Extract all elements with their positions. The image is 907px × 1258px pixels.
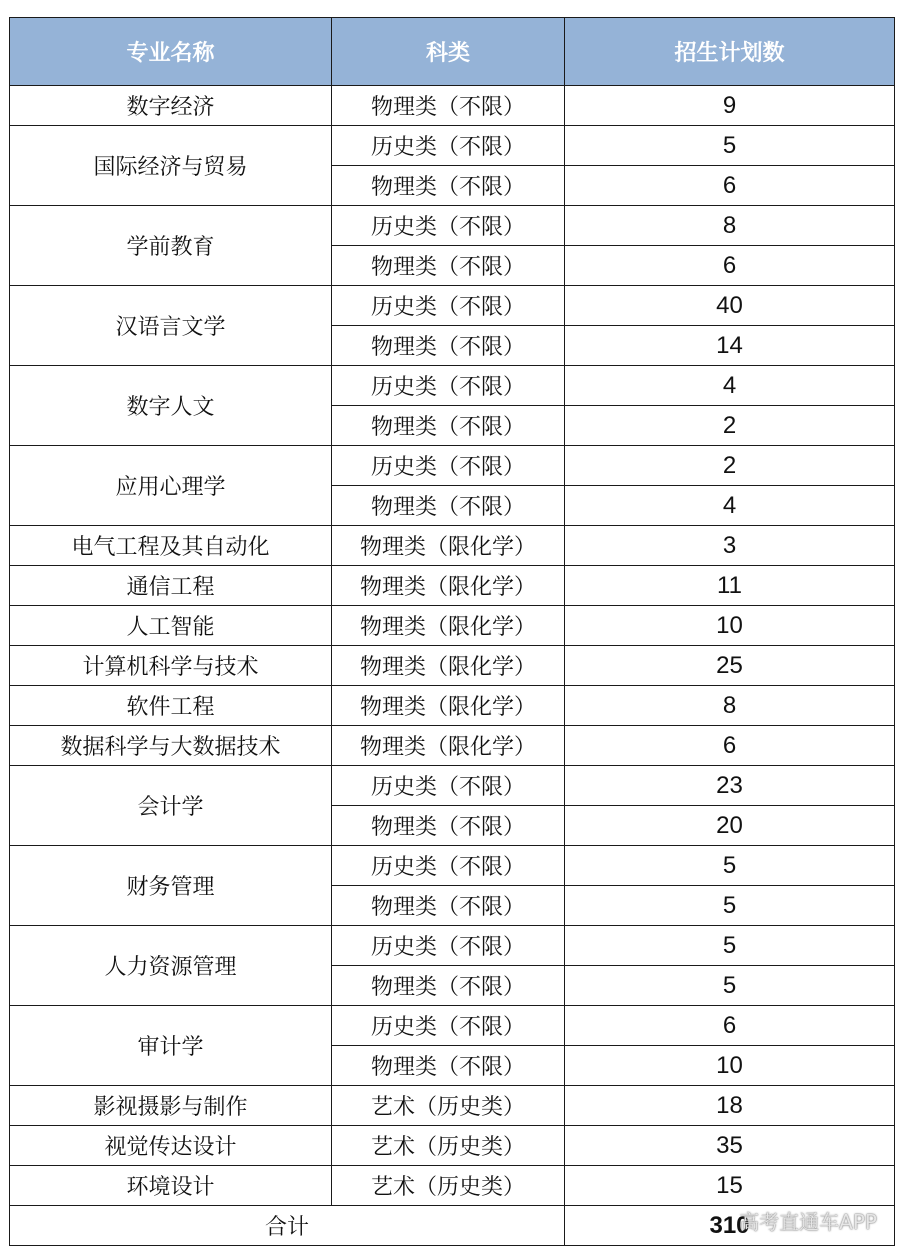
total-row <box>10 1206 895 1246</box>
table-row <box>10 1086 895 1126</box>
major-name-cell: 人工智能 <box>10 606 332 646</box>
table-row <box>10 286 895 326</box>
major-name-cell: 数据科学与大数据技术 <box>10 726 332 766</box>
category-cell: 历史类（不限） <box>332 366 565 406</box>
watermark: 高考直通车APP <box>739 1210 877 1234</box>
table-row <box>10 1126 895 1166</box>
plan-count-cell: 5 <box>565 966 895 1006</box>
category-cell: 物理类（不限） <box>332 966 565 1006</box>
category-cell: 物理类（限化学） <box>332 566 565 606</box>
plan-count-cell: 2 <box>565 406 895 446</box>
table-row <box>10 846 895 886</box>
major-name-cell: 计算机科学与技术 <box>10 646 332 686</box>
major-name-cell: 视觉传达设计 <box>10 1126 332 1166</box>
category-cell: 历史类（不限） <box>332 846 565 886</box>
major-name-cell: 数字经济 <box>10 86 332 126</box>
plan-count-cell: 5 <box>565 846 895 886</box>
plan-count-cell: 15 <box>565 1166 895 1206</box>
plan-count-cell: 3 <box>565 526 895 566</box>
table-row <box>10 566 895 606</box>
plan-count-cell: 4 <box>565 366 895 406</box>
category-cell: 物理类（不限） <box>332 806 565 846</box>
category-cell: 物理类（限化学） <box>332 686 565 726</box>
plan-count-cell: 35 <box>565 1126 895 1166</box>
enrollment-plan-table <box>9 17 895 1246</box>
category-cell: 物理类（限化学） <box>332 726 565 766</box>
table-row <box>10 646 895 686</box>
category-cell: 艺术（历史类） <box>332 1166 565 1206</box>
plan-count-cell: 20 <box>565 806 895 846</box>
plan-count-cell: 5 <box>565 926 895 966</box>
major-name-cell: 影视摄影与制作 <box>10 1086 332 1126</box>
major-name-cell: 应用心理学 <box>10 446 332 526</box>
table-row <box>10 926 895 966</box>
category-cell: 物理类（不限） <box>332 406 565 446</box>
category-cell: 物理类（限化学） <box>332 526 565 566</box>
table-row <box>10 366 895 406</box>
major-name-cell: 财务管理 <box>10 846 332 926</box>
header-plan-count: 招生计划数 <box>565 18 895 86</box>
category-cell: 物理类（不限） <box>332 326 565 366</box>
table-row <box>10 206 895 246</box>
category-cell: 物理类（限化学） <box>332 606 565 646</box>
major-name-cell: 国际经济与贸易 <box>10 126 332 206</box>
major-name-cell: 汉语言文学 <box>10 286 332 366</box>
table-body <box>10 86 895 1206</box>
table-row <box>10 686 895 726</box>
plan-count-cell: 18 <box>565 1086 895 1126</box>
category-cell: 物理类（限化学） <box>332 646 565 686</box>
plan-count-cell: 40 <box>565 286 895 326</box>
plan-count-cell: 11 <box>565 566 895 606</box>
plan-count-cell: 10 <box>565 1046 895 1086</box>
category-cell: 物理类（不限） <box>332 886 565 926</box>
major-name-cell: 审计学 <box>10 1006 332 1086</box>
category-cell: 历史类（不限） <box>332 926 565 966</box>
plan-count-cell: 25 <box>565 646 895 686</box>
category-cell: 物理类（不限） <box>332 246 565 286</box>
category-cell: 艺术（历史类） <box>332 1126 565 1166</box>
plan-count-cell: 5 <box>565 126 895 166</box>
table-row <box>10 766 895 806</box>
table-row <box>10 86 895 126</box>
major-name-cell: 通信工程 <box>10 566 332 606</box>
table-row <box>10 606 895 646</box>
category-cell: 历史类（不限） <box>332 206 565 246</box>
plan-count-cell: 8 <box>565 206 895 246</box>
plan-count-cell: 14 <box>565 326 895 366</box>
plan-count-cell: 2 <box>565 446 895 486</box>
table-row <box>10 526 895 566</box>
major-name-cell: 环境设计 <box>10 1166 332 1206</box>
major-name-cell: 学前教育 <box>10 206 332 286</box>
plan-count-cell: 10 <box>565 606 895 646</box>
plan-count-cell: 5 <box>565 886 895 926</box>
header-row <box>10 18 895 86</box>
category-cell: 历史类（不限） <box>332 286 565 326</box>
plan-count-cell: 4 <box>565 486 895 526</box>
category-cell: 历史类（不限） <box>332 126 565 166</box>
major-name-cell: 电气工程及其自动化 <box>10 526 332 566</box>
category-cell: 历史类（不限） <box>332 446 565 486</box>
plan-count-cell: 6 <box>565 726 895 766</box>
major-name-cell: 会计学 <box>10 766 332 846</box>
category-cell: 艺术（历史类） <box>332 1086 565 1126</box>
plan-count-cell: 6 <box>565 166 895 206</box>
major-name-cell: 人力资源管理 <box>10 926 332 1006</box>
table-row <box>10 126 895 166</box>
category-cell: 历史类（不限） <box>332 1006 565 1046</box>
category-cell: 物理类（不限） <box>332 86 565 126</box>
plan-count-cell: 8 <box>565 686 895 726</box>
header-major: 专业名称 <box>10 18 332 86</box>
plan-count-cell: 23 <box>565 766 895 806</box>
total-value: 310 <box>565 1206 895 1246</box>
category-cell: 物理类（不限） <box>332 166 565 206</box>
plan-count-cell: 6 <box>565 1006 895 1046</box>
plan-count-cell: 6 <box>565 246 895 286</box>
total-label: 合计 <box>10 1206 565 1246</box>
table-row <box>10 1166 895 1206</box>
category-cell: 历史类（不限） <box>332 766 565 806</box>
header-category: 科类 <box>332 18 565 86</box>
plan-count-cell: 9 <box>565 86 895 126</box>
table-row <box>10 1006 895 1046</box>
category-cell: 物理类（不限） <box>332 1046 565 1086</box>
table-row <box>10 726 895 766</box>
category-cell: 物理类（不限） <box>332 486 565 526</box>
major-name-cell: 数字人文 <box>10 366 332 446</box>
table-row <box>10 446 895 486</box>
major-name-cell: 软件工程 <box>10 686 332 726</box>
